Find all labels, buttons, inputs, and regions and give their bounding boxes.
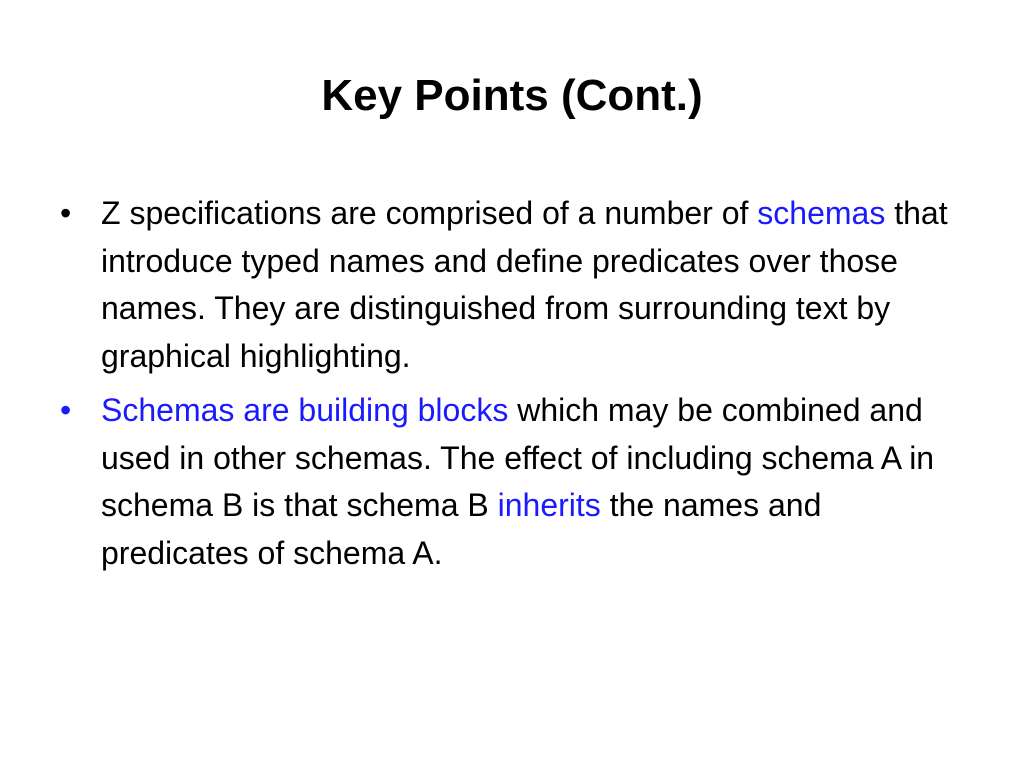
slide-title: Key Points (Cont.) [321,71,703,120]
bullet-marker: • [60,392,72,428]
bullet-item [60,387,960,577]
bullet-marker: • [60,195,72,231]
bullet-list [60,190,960,584]
bullet-text-plain: Z specifications are comprised of a number of [101,195,758,231]
bullet-item [60,190,960,380]
bullet-text-highlight: schemas [757,195,886,231]
bullet-text-highlight: Schemas are building blocks [101,392,509,428]
bullet-text-plain: which may be combined and used in other schemas. The effect of including schema A in schema B is that schema B [101,392,935,523]
bullet-text-plain: that introduce typed names and define predicates over those names. They are distinguished from surrounding text by graphical highlighting. [101,195,948,374]
bullet-text-highlight: inherits [497,487,601,523]
bullet-text-plain: the names and predicates of schema A. [101,487,822,571]
